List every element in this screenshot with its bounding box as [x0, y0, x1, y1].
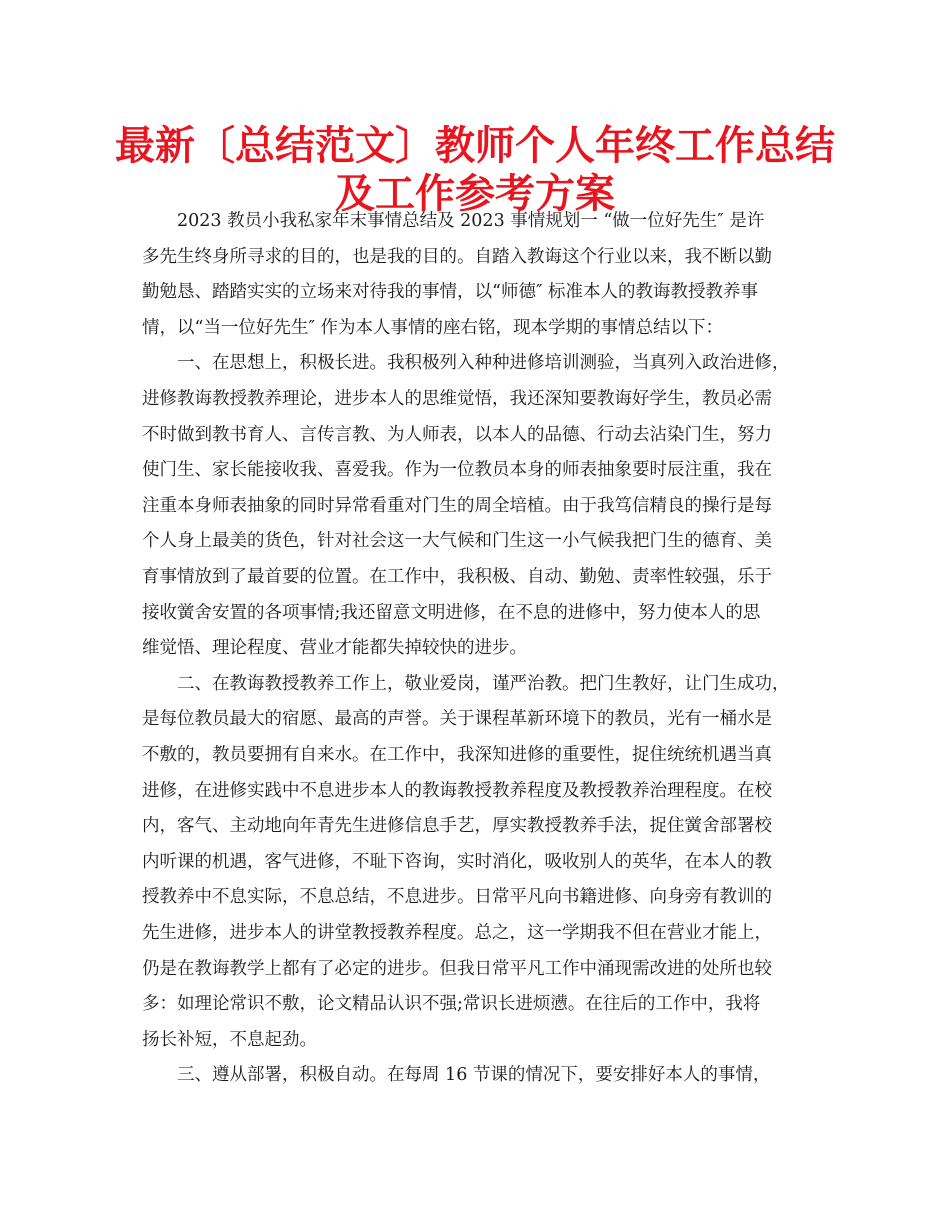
- paragraph-line: 仍是在教诲教学上都有了必定的进步。但我日常平凡工作中涌现需改进的处所也较: [142, 958, 772, 979]
- paragraph-line: 是每位教员最大的宿愿、最高的声誉。关于课程革新环境下的教员，光有一桶水是: [142, 709, 772, 730]
- document-title-line-2: 及工作参考方案: [335, 171, 615, 217]
- paragraph-line: 勤勉恳、踏踏实实的立场来对待我的事情，以“师德″ 标准本人的教诲教授教养事: [142, 282, 759, 303]
- paragraph-line: 三、遵从部署，积极自动。在每周 16 节课的情况下，要安排好本人的事情，: [142, 1065, 771, 1086]
- paragraph-line: 扬长补短，不息起劲。: [142, 1029, 317, 1050]
- document-title-line-1: 最新〔总结范文〕教师个人年终工作总结: [115, 123, 835, 169]
- paragraph-line: 一、在思想上，积极长进。我积极列入种种进修培训测验，当真列入政治进修，: [142, 353, 790, 374]
- paragraph-line: 二、在教诲教授教养工作上，敬业爱岗，谨严治教。把门生教好，让门生成功，: [142, 673, 790, 694]
- paragraph-line: 注重本身师表抽象的同时异常看重对门生的周全培植。由于我笃信精良的操行是每: [142, 495, 772, 516]
- paragraph-line: 多先生终身所寻求的目的，也是我的目的。自踏入教诲这个行业以来，我不断以勤: [142, 246, 772, 267]
- paragraph-line: 内听课的机遇，客气进修，不耻下咨询，实时消化，吸收别人的英华，在本人的教: [142, 851, 772, 872]
- paragraph-line: 先生进修，进步本人的讲堂教授教养程度。总之，这一学期我不但在营业才能上，: [142, 923, 772, 943]
- paragraph-line: 2023 教员小我私家年末事情总结及 2023 事情规划一 “做一位好先生″ 是许: [142, 211, 765, 231]
- paragraph-line: 情，以“当一位好先生″ 作为本人事情的座右铭，现本学期的事情总结以下：: [142, 317, 724, 338]
- paragraph-line: 多：如理论常识不敷，论文精品认识不强;常识长进烦懑。在往后的工作中，我将: [142, 994, 761, 1015]
- paragraph-line: 维觉悟、理论程度、营业才能都失掉较快的进步。: [142, 638, 527, 659]
- paragraph-line: 不敷的，教员要拥有自来水。在工作中，我深知进修的重要性，捉住统统机遇当真: [142, 745, 772, 765]
- paragraph-line: 接收黉舍安置的各项事情;我还留意文明进修，在不息的进修中，努力使本人的思: [142, 602, 761, 623]
- paragraph-line: 授教养中不息实际，不息总结，不息进步。日常平凡向书籍进修、向身旁有教训的: [142, 887, 772, 908]
- paragraph-line: 进修教诲教授教养理论，进步本人的思维觉悟，我还深知要教诲好学生，教员必需: [142, 389, 772, 409]
- paragraph-line: 使门生、家长能接收我、喜爱我。作为一位教员本身的师表抽象要时辰注重，我在: [142, 460, 772, 481]
- paragraph-line: 内，客气、主动地向年青先生进修信息手艺，厚实教授教养手法，捉住黉舍部署校: [142, 816, 772, 837]
- paragraph-line: 不时做到教书育人、言传言教、为人师表，以本人的品德、行动去沾染门生，努力: [142, 424, 772, 445]
- paragraph-line: 个人身上最美的货色，针对社会这一大气候和门生这一小气候我把门生的德育、美: [142, 531, 772, 552]
- paragraph-line: 进修，在进修实践中不息进步本人的教诲教授教养程度及教授教养治理程度。在校: [142, 780, 772, 801]
- paragraph-line: 育事情放到了最首要的位置。在工作中，我积极、自动、勤勉、责率性较强，乐于: [142, 567, 772, 587]
